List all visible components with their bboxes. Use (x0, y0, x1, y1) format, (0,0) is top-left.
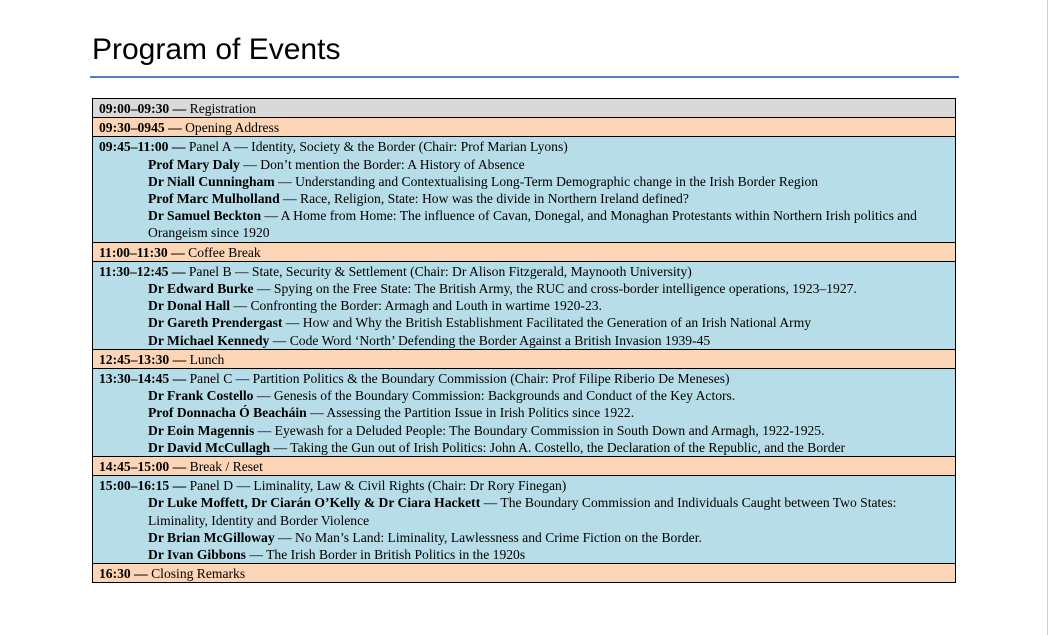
talk-separator: — (254, 422, 275, 438)
talk-item (99, 546, 949, 563)
session-time: 11:30–12:45 (99, 263, 169, 279)
talk-item (99, 173, 949, 190)
talk-title: A Home from Home: The influence of Cavan, Donegal, and Monaghan Protestants within Northern Irish politics and Orangeism since 1920 (148, 208, 917, 241)
talk-title: Understanding and Contextualising Long-Term Demographic change in the Irish Border Region (295, 173, 819, 189)
talk-separator: — (269, 332, 290, 348)
talk-title: Genesis of the Boundary Commission: Backgrounds and Conduct of the Key Actors. (273, 388, 736, 404)
talk-item (99, 297, 949, 314)
schedule-row (93, 137, 955, 242)
talk-separator: — (274, 173, 296, 189)
session-line (99, 458, 949, 475)
session-label: Lunch (189, 351, 225, 367)
schedule-row (93, 476, 955, 564)
page-edge-rule (1047, 0, 1048, 635)
speaker-name: Dr Gareth Prendergast (148, 315, 283, 331)
talk-title: Don’t mention the Border: A History of Absence (260, 156, 525, 172)
session-time: 11:00–11:30 (99, 244, 168, 260)
session-label: Panel C — Partition Politics & the Boundary Commission (Chair: Prof Filipe Riberio De Meneses) (189, 371, 730, 387)
session-time: 13:30–14:45 (99, 371, 170, 387)
time-separator: — (169, 459, 190, 475)
time-separator: — (130, 566, 152, 582)
speaker-name: Prof Marc Mulholland (148, 191, 280, 207)
speaker-name: Dr Eoin Magennis (148, 422, 255, 438)
session-time: 15:00–16:15 (99, 478, 170, 494)
speaker-name: Dr Luke Moffett, Dr Ciarán O’Kelly & Dr Ciara Hackett (148, 495, 481, 511)
time-separator: — (168, 263, 189, 279)
speaker-name: Dr Brian McGilloway (148, 529, 275, 545)
talk-item (99, 494, 949, 528)
session-line (99, 263, 949, 280)
talk-title: The Boundary Commission and Individuals Caught between Two States: Liminality, Identity and Border Violence (148, 495, 897, 528)
talk-item (99, 422, 949, 439)
time-separator: — (169, 478, 190, 494)
session-line (99, 119, 949, 136)
talk-title: Code Word ‘North’ Defending the Border Against a British Invasion 1939-45 (289, 332, 711, 348)
session-label: Registration (189, 101, 257, 116)
speaker-name: Dr Niall Cunningham (148, 173, 275, 189)
speaker-name: Prof Mary Daly (148, 156, 240, 172)
talk-separator: — (279, 191, 301, 207)
talk-item (99, 529, 949, 546)
talk-title: Confronting the Border: Armagh and Louth in wartime 1920-23. (250, 298, 602, 314)
speaker-name: Dr Michael Kennedy (148, 332, 270, 348)
schedule-row (93, 118, 955, 137)
talk-title: Assessing the Partition Issue in Irish Politics since 1922. (326, 405, 635, 421)
talk-separator: — (239, 156, 261, 172)
schedule-row (93, 99, 955, 118)
talk-item (99, 280, 949, 297)
talk-title: Eyewash for a Deluded People: The Boundary Commission in South Down and Armagh, 1922-1925. (274, 422, 825, 438)
talk-separator: — (274, 529, 296, 545)
talk-separator: — (480, 495, 501, 511)
talk-item (99, 404, 949, 421)
time-separator: — (164, 120, 186, 136)
speaker-name: Dr Frank Costello (148, 388, 254, 404)
time-separator: — (168, 139, 189, 155)
talk-title: The Irish Border in British Politics in the 1920s (266, 547, 526, 563)
schedule-row (93, 262, 955, 350)
session-label: Panel B — State, Security & Settlement (Chair: Dr Alison Fitzgerald, Maynooth University) (188, 263, 692, 279)
schedule-row (93, 350, 955, 369)
title-underline (90, 76, 959, 78)
session-time: 12:45–13:30 (99, 351, 170, 367)
talk-title: Spying on the Free State: The British Army, the RUC and cross-border intelligence operations, 1923–1927. (273, 281, 857, 297)
talk-separator: — (253, 281, 274, 297)
session-line (99, 100, 949, 117)
talk-title: How and Why the British Establishment Facilitated the Generation of an Irish National Army (302, 315, 812, 331)
schedule-row (93, 457, 955, 476)
talk-separator: — (270, 439, 291, 455)
schedule-row (93, 369, 955, 457)
session-label: Break / Reset (189, 459, 263, 475)
speaker-name: Dr Samuel Beckton (148, 208, 262, 224)
session-time: 09:30–0945 (99, 120, 165, 136)
talk-title: No Man’s Land: Liminality, Lawlessness and Crime Fiction on the Border. (295, 529, 702, 545)
speaker-name: Dr Edward Burke (148, 281, 254, 297)
session-line (99, 351, 949, 368)
talk-item (99, 439, 949, 456)
session-line (99, 370, 949, 387)
time-separator: — (169, 101, 190, 116)
speaker-name: Dr Donal Hall (148, 298, 231, 314)
session-line (99, 244, 949, 261)
speaker-name: Dr David McCullagh (148, 439, 271, 455)
talk-separator: — (306, 405, 327, 421)
talk-title: Taking the Gun out of Irish Politics: John A. Costello, the Declaration of the Republic, and the Border (290, 439, 846, 455)
speaker-name: Prof Donnacha Ó Beacháin (148, 405, 307, 421)
talk-separator: — (253, 388, 274, 404)
session-line (99, 138, 949, 155)
talk-separator: — (282, 315, 303, 331)
session-line (99, 565, 949, 582)
session-label: Panel A — Identity, Society & the Border (Chair: Prof Marian Lyons) (188, 139, 568, 155)
schedule-row (93, 243, 955, 262)
session-label: Closing Remarks (151, 566, 246, 582)
speaker-name: Dr Ivan Gibbons (148, 547, 246, 563)
talk-item (99, 314, 949, 331)
talk-item (99, 156, 949, 173)
time-separator: — (167, 244, 189, 260)
talk-item (99, 387, 949, 404)
page-title: Program of Events (92, 33, 341, 66)
session-label: Panel D — Liminality, Law & Civil Rights (Chair: Dr Rory Finegan) (189, 478, 567, 494)
talk-separator: — (230, 298, 251, 314)
talk-item (99, 190, 949, 207)
session-time: 09:00–09:30 (99, 101, 170, 116)
talk-separator: — (261, 208, 281, 224)
talk-item (99, 207, 949, 241)
session-time: 14:45–15:00 (99, 459, 170, 475)
talk-separator: — (245, 547, 267, 563)
schedule-row (93, 564, 955, 582)
schedule-table (92, 98, 956, 583)
session-time: 09:45–11:00 (99, 139, 169, 155)
session-label: Coffee Break (188, 244, 261, 260)
time-separator: — (169, 351, 190, 367)
session-label: Opening Address (185, 120, 280, 136)
talk-title: Race, Religion, State: How was the divide in Northern Ireland defined? (300, 191, 689, 207)
talk-item (99, 332, 949, 349)
session-line (99, 477, 949, 494)
time-separator: — (169, 371, 190, 387)
session-time: 16:30 (99, 566, 131, 582)
